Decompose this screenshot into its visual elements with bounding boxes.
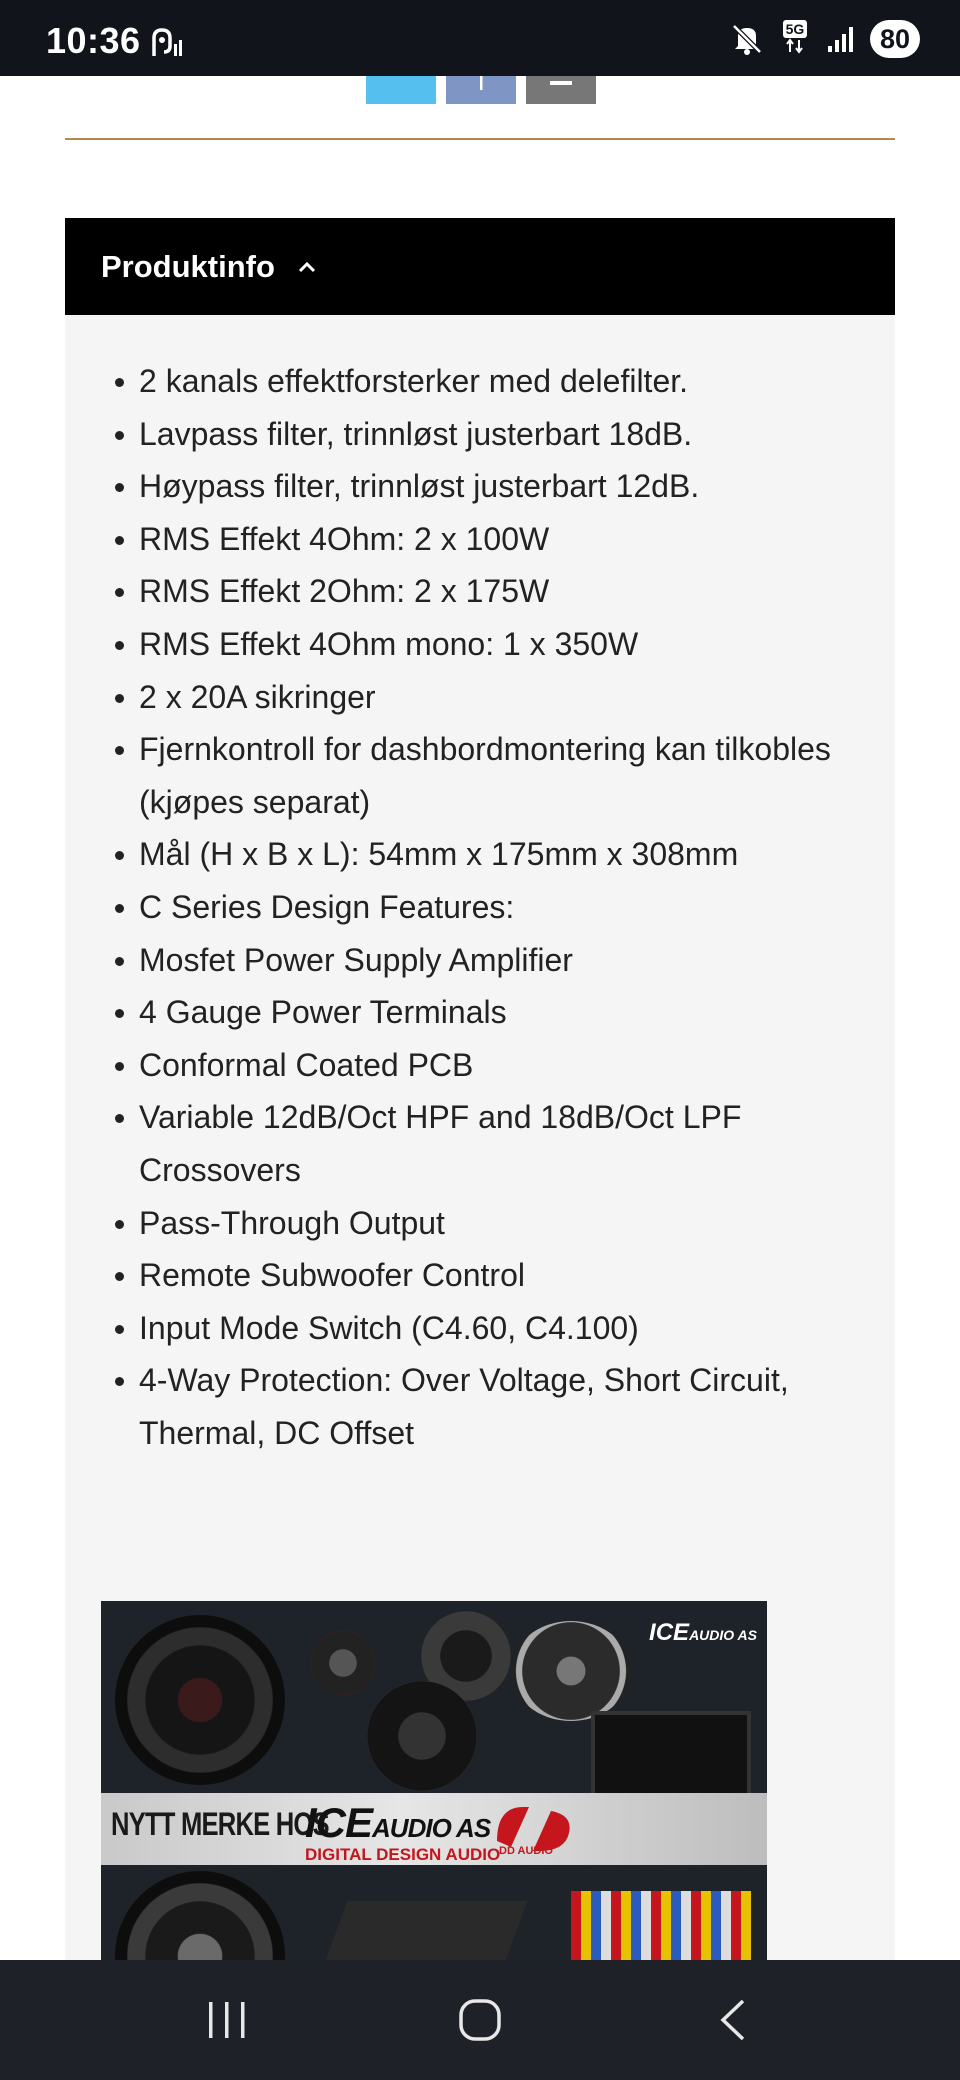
feature-item: 2 x 20A sikringer xyxy=(139,671,869,724)
feature-item: 4-Way Protection: Over Voltage, Short Circuit, Thermal, DC Offset xyxy=(139,1354,869,1459)
feature-item: 2 kanals effektforsterker med delefilter. xyxy=(139,355,869,408)
navigation-bar xyxy=(0,1960,960,2080)
facebook-icon xyxy=(477,76,485,90)
promo-corner-logo xyxy=(649,1619,757,1647)
feature-item: RMS Effekt 4Ohm: 2 x 100W xyxy=(139,513,869,566)
feature-item: Pass-Through Output xyxy=(139,1197,869,1250)
crossover-image xyxy=(571,1891,751,1960)
amplifier-image xyxy=(315,1901,528,1960)
share-buttons xyxy=(366,76,596,104)
status-time: 10:36 xyxy=(46,20,141,61)
subwoofer-image xyxy=(115,1615,285,1785)
promo-banner[interactable] xyxy=(101,1601,767,1960)
page-content xyxy=(0,76,960,1960)
midrange-image xyxy=(511,1621,631,1721)
tweeter-image xyxy=(311,1631,375,1695)
divider xyxy=(65,138,895,140)
accordion-title: Produktinfo xyxy=(101,248,275,284)
home-icon xyxy=(458,1998,502,2042)
feature-item: Mosfet Power Supply Amplifier xyxy=(139,934,869,987)
feature-item: RMS Effekt 2Ohm: 2 x 175W xyxy=(139,565,869,618)
feature-item: Mål (H x B x L): 54mm x 175mm x 308mm xyxy=(139,828,869,881)
notification-icon xyxy=(148,26,184,60)
dd-audio-label: DD AUDIO xyxy=(499,1845,553,1857)
feature-item: Variable 12dB/Oct HPF and 18dB/Oct LPF Crossovers xyxy=(139,1091,869,1196)
battery-badge: 80 xyxy=(870,20,920,58)
feature-item: RMS Effekt 4Ohm mono: 1 x 350W xyxy=(139,618,869,671)
status-bar xyxy=(0,0,960,76)
feature-list xyxy=(139,355,869,1459)
back-button[interactable] xyxy=(683,1980,783,2060)
recent-apps-icon xyxy=(205,2000,249,2040)
facebook-share-button[interactable] xyxy=(446,76,516,104)
feature-item: C Series Design Features: xyxy=(139,881,869,934)
feature-item: Lavpass filter, trinnløst justerbart 18dB. xyxy=(139,408,869,461)
promo-corner-suffix: AUDIO AS xyxy=(689,1627,757,1643)
feature-item: Input Mode Switch (C4.60, C4.100) xyxy=(139,1302,869,1355)
feature-item: Fjernkontroll for dashbordmontering kan tilkobles (kjøpes separat) xyxy=(139,723,869,828)
feature-item: Høypass filter, trinnløst justerbart 12dB. xyxy=(139,460,869,513)
accordion-body xyxy=(65,315,895,1960)
feature-item: 4 Gauge Power Terminals xyxy=(139,986,869,1039)
status-icons xyxy=(730,18,920,60)
speaker-image-2 xyxy=(367,1681,477,1791)
chevron-up-icon[interactable] xyxy=(297,257,317,277)
email-share-button[interactable] xyxy=(526,76,596,104)
recent-apps-button[interactable] xyxy=(177,1980,277,2060)
network-icon xyxy=(778,20,812,58)
promo-brand xyxy=(305,1799,490,1847)
produktinfo-accordion-header[interactable] xyxy=(65,218,895,315)
email-icon xyxy=(550,77,572,89)
subwoofer-image-2 xyxy=(115,1871,285,1960)
home-button[interactable] xyxy=(430,1980,530,2060)
mute-icon xyxy=(730,22,764,56)
promo-brand-suffix: AUDIO AS xyxy=(372,1813,491,1843)
signal-icon xyxy=(826,24,856,54)
promo-corner-main: ICE xyxy=(649,1619,690,1646)
data-arrows-icon xyxy=(785,38,805,54)
twitter-share-button[interactable] xyxy=(366,76,436,104)
back-icon xyxy=(717,1998,749,2042)
promo-subline: DIGITAL DESIGN AUDIO xyxy=(305,1845,501,1864)
network-label: 5G xyxy=(783,20,808,38)
feature-item: Remote Subwoofer Control xyxy=(139,1249,869,1302)
feature-item: Conformal Coated PCB xyxy=(139,1039,869,1092)
promo-brand-main: ICE xyxy=(305,1799,373,1846)
promo-headline: NYTT MERKE HOS xyxy=(111,1806,329,1842)
